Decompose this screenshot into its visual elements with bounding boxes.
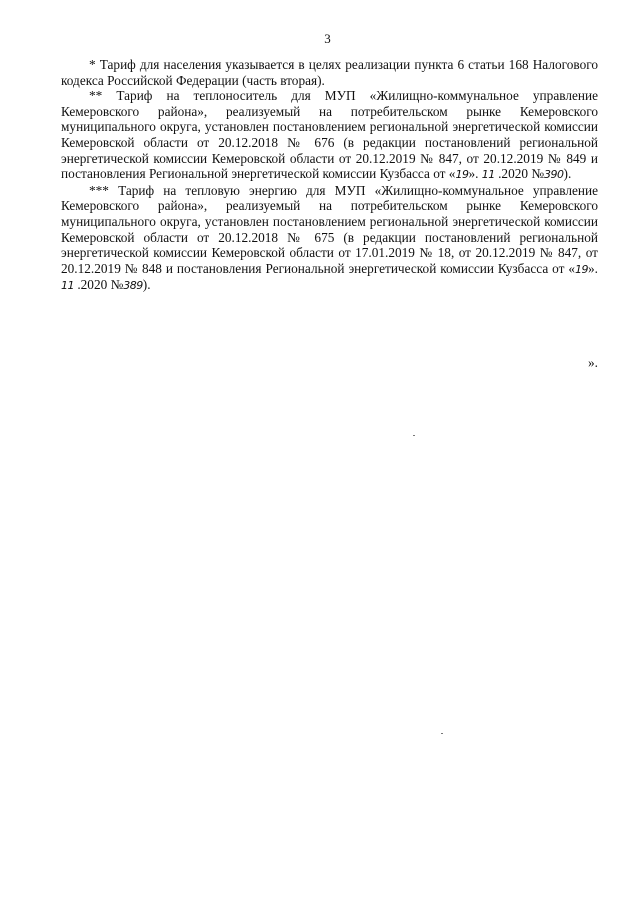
scan-speck xyxy=(441,733,443,734)
footnote-heat-carrier-tariff xyxy=(61,88,598,183)
date-separator: ». xyxy=(468,166,479,182)
footnote-text: *** Тариф на тепловую энергию для МУП «Жилищно-коммунальное управление Кемеровского района», реализуемый на потребительском рынке Кемеровского муниципального округа, установлен постановлением региональной энергетической комиссии Кемеровской области от 20.12.2018 № 675 (в редакции постановлений региональной энергетической комиссии Кемеровской области от 17.01.2019 № 18, от 20.12.2019 № 847, от 20.12.2019 № 848 и постановления Региональной энергетической комиссии Кузбасса от « xyxy=(61,182,598,276)
handwritten-day: 19 xyxy=(575,262,589,276)
handwritten-month: 11 xyxy=(61,279,74,293)
footnote-text: ** Тариф на теплоноситель для МУП «Жилищно-коммунальное управление Кемеровского района», реализуемый на потребительском рынке Кемеровского муниципального округа, установлен постановлением региональной энергетической комиссии Кемеровской области от 20.12.2018 № 676 (в редакции постановлений региональной энергетической комиссии Кемеровской области от 20.12.2019 № 847, от 20.12.2019 № 849 и постановления Региональной энергетической комиссии Кузбасса от « xyxy=(61,88,598,182)
footnote-tail: ). xyxy=(563,166,572,182)
handwritten-day: 19 xyxy=(455,168,469,182)
closing-quote: ». xyxy=(588,355,598,370)
scan-speck xyxy=(413,435,415,436)
date-separator: ». xyxy=(588,260,598,276)
handwritten-number: 390 xyxy=(544,168,564,182)
date-year: .2020 № xyxy=(74,277,124,293)
page-number: 3 xyxy=(324,31,331,46)
date-year: .2020 № xyxy=(494,166,545,182)
footnote-tail: ). xyxy=(142,277,151,293)
document-body xyxy=(61,57,598,294)
handwritten-number: 389 xyxy=(123,279,143,293)
footnote-population-tariff xyxy=(61,57,598,88)
footnote-text: * Тариф для населения указывается в целях реализации пункта 6 статьи 168 Налогового кодекса Российской Федерации (часть вторая). xyxy=(61,57,598,88)
handwritten-month: 11 xyxy=(481,168,495,182)
footnote-heat-energy-tariff xyxy=(61,183,598,294)
